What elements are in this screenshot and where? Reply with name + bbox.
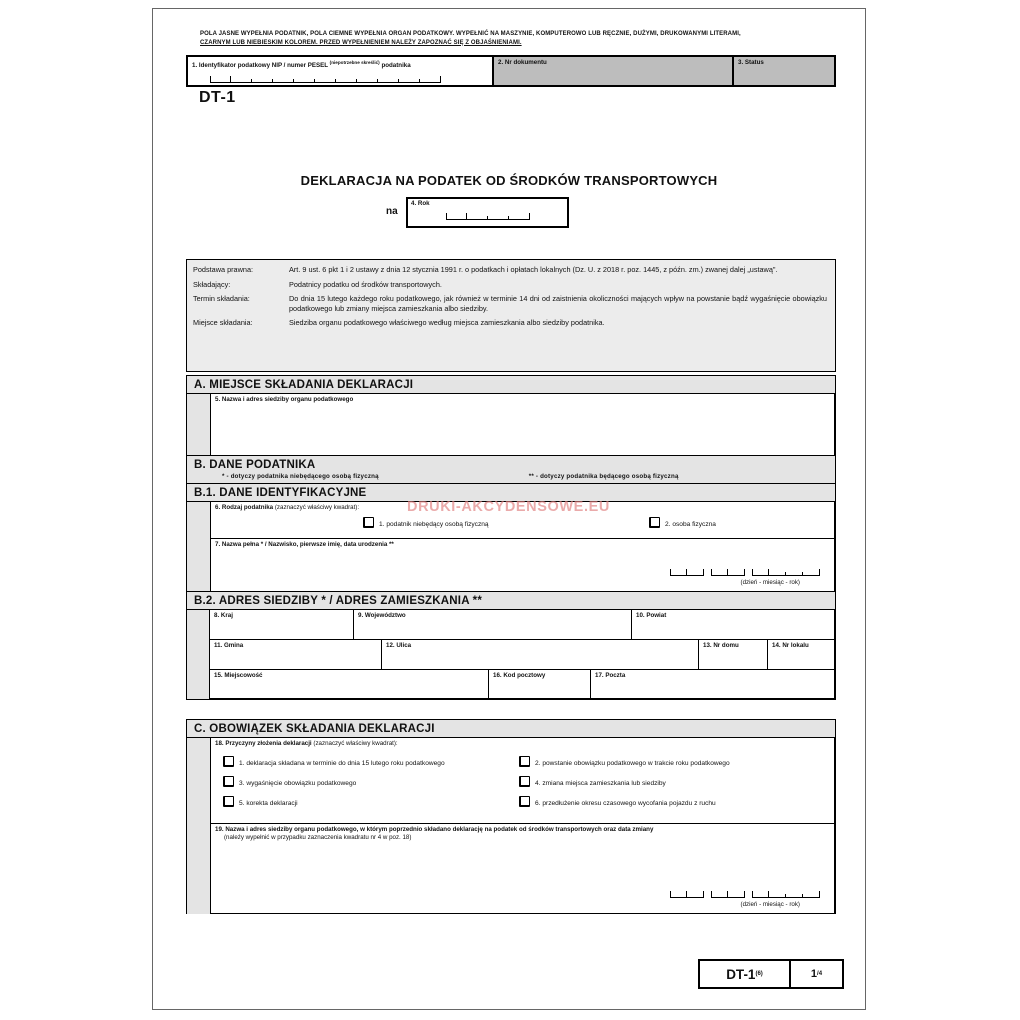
instructions-line2: CZARNYM LUB NIEBIESKIM KOLOREM. PRZED WYPEŁNIENIEM NALEŻY ZAPOZNAĆ SIĘ Z OBJAŚNIENIAMI. xyxy=(200,39,522,46)
option-podatnik-niebedacy-osoba-fizyczna[interactable]: 1. podatnik niebędący osobą fizyczną xyxy=(363,517,625,528)
month-comb[interactable] xyxy=(711,567,745,576)
legal-text: Siedziba organu podatkowego właściwego według miejsca zamieszkania albo siedziby podatnika. xyxy=(289,318,605,327)
field19-hint: (należy wypełnić w przypadku zaznaczenia kwadratu nr 4 w poz. 18) xyxy=(224,833,412,841)
field11-gmina[interactable]: 11. Gmina xyxy=(209,639,382,670)
option-osoba-fizyczna[interactable]: 2. osoba fizyczna xyxy=(649,517,716,528)
header-fields-row xyxy=(186,55,836,87)
legal-text: Podatnicy podatku od środków transportowych. xyxy=(289,279,442,289)
field18-row xyxy=(186,738,836,824)
field19-label: 19. Nazwa i adres siedziby organu podatkowego, w którym poprzednio składano deklarację na podatek od środków transportowych oraz data zmiany xyxy=(215,826,654,833)
section-a-header: A. MIEJSCE SKŁADANIA DEKLARACJI xyxy=(186,375,836,394)
na-label: na xyxy=(386,206,398,217)
checkbox-icon[interactable] xyxy=(223,796,234,807)
left-gutter xyxy=(187,824,210,914)
field9-wojewodztwo[interactable]: 9. Województwo xyxy=(353,609,632,640)
section-c-header: C. OBOWIĄZEK SKŁADANIA DEKLARACJI xyxy=(186,719,836,738)
section-b1-header: B.1. DANE IDENTYFIKACYJNE xyxy=(186,483,836,502)
checkbox-icon[interactable] xyxy=(519,776,530,787)
checkbox-icon[interactable] xyxy=(223,776,234,787)
left-gutter xyxy=(187,539,210,592)
field18-label: 18. Przyczyny złożenia deklaracji (zaznaczyć właściwy kwadrat): xyxy=(215,740,398,747)
field-nip-pesel-label: 1. Identyfikator podatkowy NIP / numer PESEL $^{(niepotrzebne skreślić)}$ podatnika xyxy=(192,60,411,70)
footer-form-code: DT-1 (6) xyxy=(698,959,791,989)
footnote-double-star: ** - dotyczy podatnika będącego osobą fizyczną xyxy=(528,473,679,480)
field7-date-comb[interactable] xyxy=(670,567,820,576)
field6-label: 6. Rodzaj podatnika (zaznaczyć właściwy kwadrat): xyxy=(215,504,360,511)
legal-row xyxy=(193,280,829,290)
field-status-label: 3. Status xyxy=(738,59,764,66)
footer-form-version: (6) xyxy=(755,971,763,977)
option-deklaracja-w-terminie[interactable]: 1. deklaracja składana w terminie do dnia 15 lutego roku podatkowego xyxy=(223,756,519,767)
left-gutter xyxy=(187,640,210,670)
day-comb[interactable] xyxy=(670,889,704,898)
form-code: DT-1 xyxy=(199,89,236,106)
option-korekta-deklaracji[interactable]: 5. korekta deklaracji xyxy=(223,796,519,807)
sections-a-b xyxy=(186,375,836,700)
nip-pesel-digit-comb[interactable] xyxy=(210,74,488,83)
option-zmiana-miejsca[interactable]: 4. zmiana miejsca zamieszkania lub siedziby xyxy=(519,776,830,787)
section-b-header xyxy=(186,455,836,484)
field8-kraj[interactable]: 8. Kraj xyxy=(209,609,354,640)
watermark-text: DRUKI-AKCYDENSOWE.EU xyxy=(407,499,610,515)
left-gutter xyxy=(187,738,210,824)
section-b-footnotes xyxy=(222,473,835,480)
address-row-1 xyxy=(186,610,836,640)
field-status xyxy=(732,57,834,85)
section-b-title: B. DANE PODATNIKA xyxy=(194,459,316,471)
option-przedluzenie-okresu[interactable]: 6. przedłużenie okresu czasowego wycofania pojazdu z ruchu xyxy=(519,796,830,807)
field7-nazwa-pelna[interactable] xyxy=(210,538,835,592)
field-rok[interactable] xyxy=(406,197,569,228)
page-footer xyxy=(698,959,844,989)
field-rok-label: 4. Rok xyxy=(411,200,430,207)
left-gutter xyxy=(187,394,210,456)
legal-text: Do dnia 15 lutego każdego roku podatkowego, jak również w terminie 14 dni od zaistnienia okoliczności mających wpływ na powstanie bądź wygaśnięcie obowiązku podatkowego lub zmiany miejsca zamieszkania albo siedziby. xyxy=(289,294,827,313)
field-nr-dokumentu xyxy=(492,57,732,85)
legal-label: Termin składania: xyxy=(193,294,250,303)
field16-kod-pocztowy[interactable]: 16. Kod pocztowy xyxy=(488,669,591,699)
checkbox-icon[interactable] xyxy=(649,517,660,528)
field13-nr-domu[interactable]: 13. Nr domu xyxy=(698,639,768,670)
address-row-3 xyxy=(186,670,836,700)
year-comb[interactable] xyxy=(752,567,820,576)
field19-row xyxy=(186,824,836,914)
field7-date-caption: (dzień - miesiąc - rok) xyxy=(740,579,800,586)
field19-date-comb[interactable] xyxy=(670,889,820,898)
instructions-line1: POLA JASNE WYPEŁNIA PODATNIK, POLA CIEMNE WYPEŁNIA ORGAN PODATKOWY. WYPEŁNIĆ NA MASZYNIE, KOMPUTEROWO LUB RĘCZNIE, DUŻYMI, DRUKOWANYMI LITERAMI, xyxy=(200,31,741,37)
section-b2-header: B.2. ADRES SIEDZIBY * / ADRES ZAMIESZKANIA ** xyxy=(186,591,836,610)
legal-row xyxy=(193,265,829,275)
field5-label: 5. Nazwa i adres siedziby organu podatkowego xyxy=(215,396,354,403)
field-nr-dokumentu-label: 2. Nr dokumentu xyxy=(498,59,547,66)
field19-date-caption: (dzień - miesiąc - rok) xyxy=(740,901,800,908)
form-page xyxy=(152,8,866,1010)
address-row-2 xyxy=(186,640,836,670)
legal-info-box xyxy=(186,259,836,372)
field10-powiat[interactable]: 10. Powiat xyxy=(631,609,835,640)
option-wygasniecie-obowiazku[interactable]: 3. wygaśnięcie obowiązku podatkowego xyxy=(223,776,519,787)
field14-nr-lokalu[interactable]: 14. Nr lokalu xyxy=(767,639,835,670)
legal-row xyxy=(193,294,829,313)
form-title: DEKLARACJA NA PODATEK OD ŚRODKÓW TRANSPORTOWYCH xyxy=(300,173,718,188)
footnote-single-star: * - dotyczy podatnika niebędącego osobą fizyczną xyxy=(222,473,379,480)
field6-options xyxy=(215,517,830,528)
option-powstanie-obowiazku[interactable]: 2. powstanie obowiązku podatkowego w trakcie roku podatkowego xyxy=(519,756,830,767)
field17-poczta[interactable]: 17. Poczta xyxy=(590,669,835,699)
field-nip-pesel-superscript: (niepotrzebne skreślić) xyxy=(329,60,380,65)
field19-poprzedni-organ[interactable] xyxy=(210,823,835,914)
field7-row xyxy=(186,539,836,592)
year-comb[interactable] xyxy=(752,889,820,898)
rok-digit-comb[interactable] xyxy=(446,211,530,220)
field15-miejscowosc[interactable]: 15. Miejscowość xyxy=(209,669,489,699)
left-gutter xyxy=(187,670,210,699)
footer-page-number: 1 /4 xyxy=(789,959,844,989)
legal-label: Miejsce składania: xyxy=(193,318,253,327)
field5-row xyxy=(186,394,836,456)
left-gutter xyxy=(187,610,210,640)
field18-options xyxy=(215,756,830,807)
month-comb[interactable] xyxy=(711,889,745,898)
checkbox-icon[interactable] xyxy=(223,756,234,767)
day-comb[interactable] xyxy=(670,567,704,576)
legal-label: Podstawa prawna: xyxy=(193,265,254,274)
field12-ulica[interactable]: 12. Ulica xyxy=(381,639,699,670)
checkbox-icon[interactable] xyxy=(519,756,530,767)
section-c xyxy=(186,719,836,914)
legal-row xyxy=(193,318,829,328)
field18-przyczyny-zlozenia xyxy=(210,737,835,824)
fill-instructions xyxy=(200,30,840,47)
field5-organ-podatkowy[interactable] xyxy=(210,393,835,456)
checkbox-icon[interactable] xyxy=(363,517,374,528)
field-nip-pesel[interactable] xyxy=(188,57,492,85)
legal-text: Art. 9 ust. 6 pkt 1 i 2 ustawy z dnia 12 stycznia 1991 r. o podatkach i opłatach lokalnych (Dz. U. z 2018 r. poz. 1445, z późn. zm.) zwanej dalej „ustawą". xyxy=(289,265,778,274)
field7-label: 7. Nazwa pełna * / Nazwisko, pierwsze imię, data urodzenia ** xyxy=(215,541,394,548)
left-gutter xyxy=(187,502,210,539)
legal-label: Składający: xyxy=(193,279,231,289)
checkbox-icon[interactable] xyxy=(519,796,530,807)
